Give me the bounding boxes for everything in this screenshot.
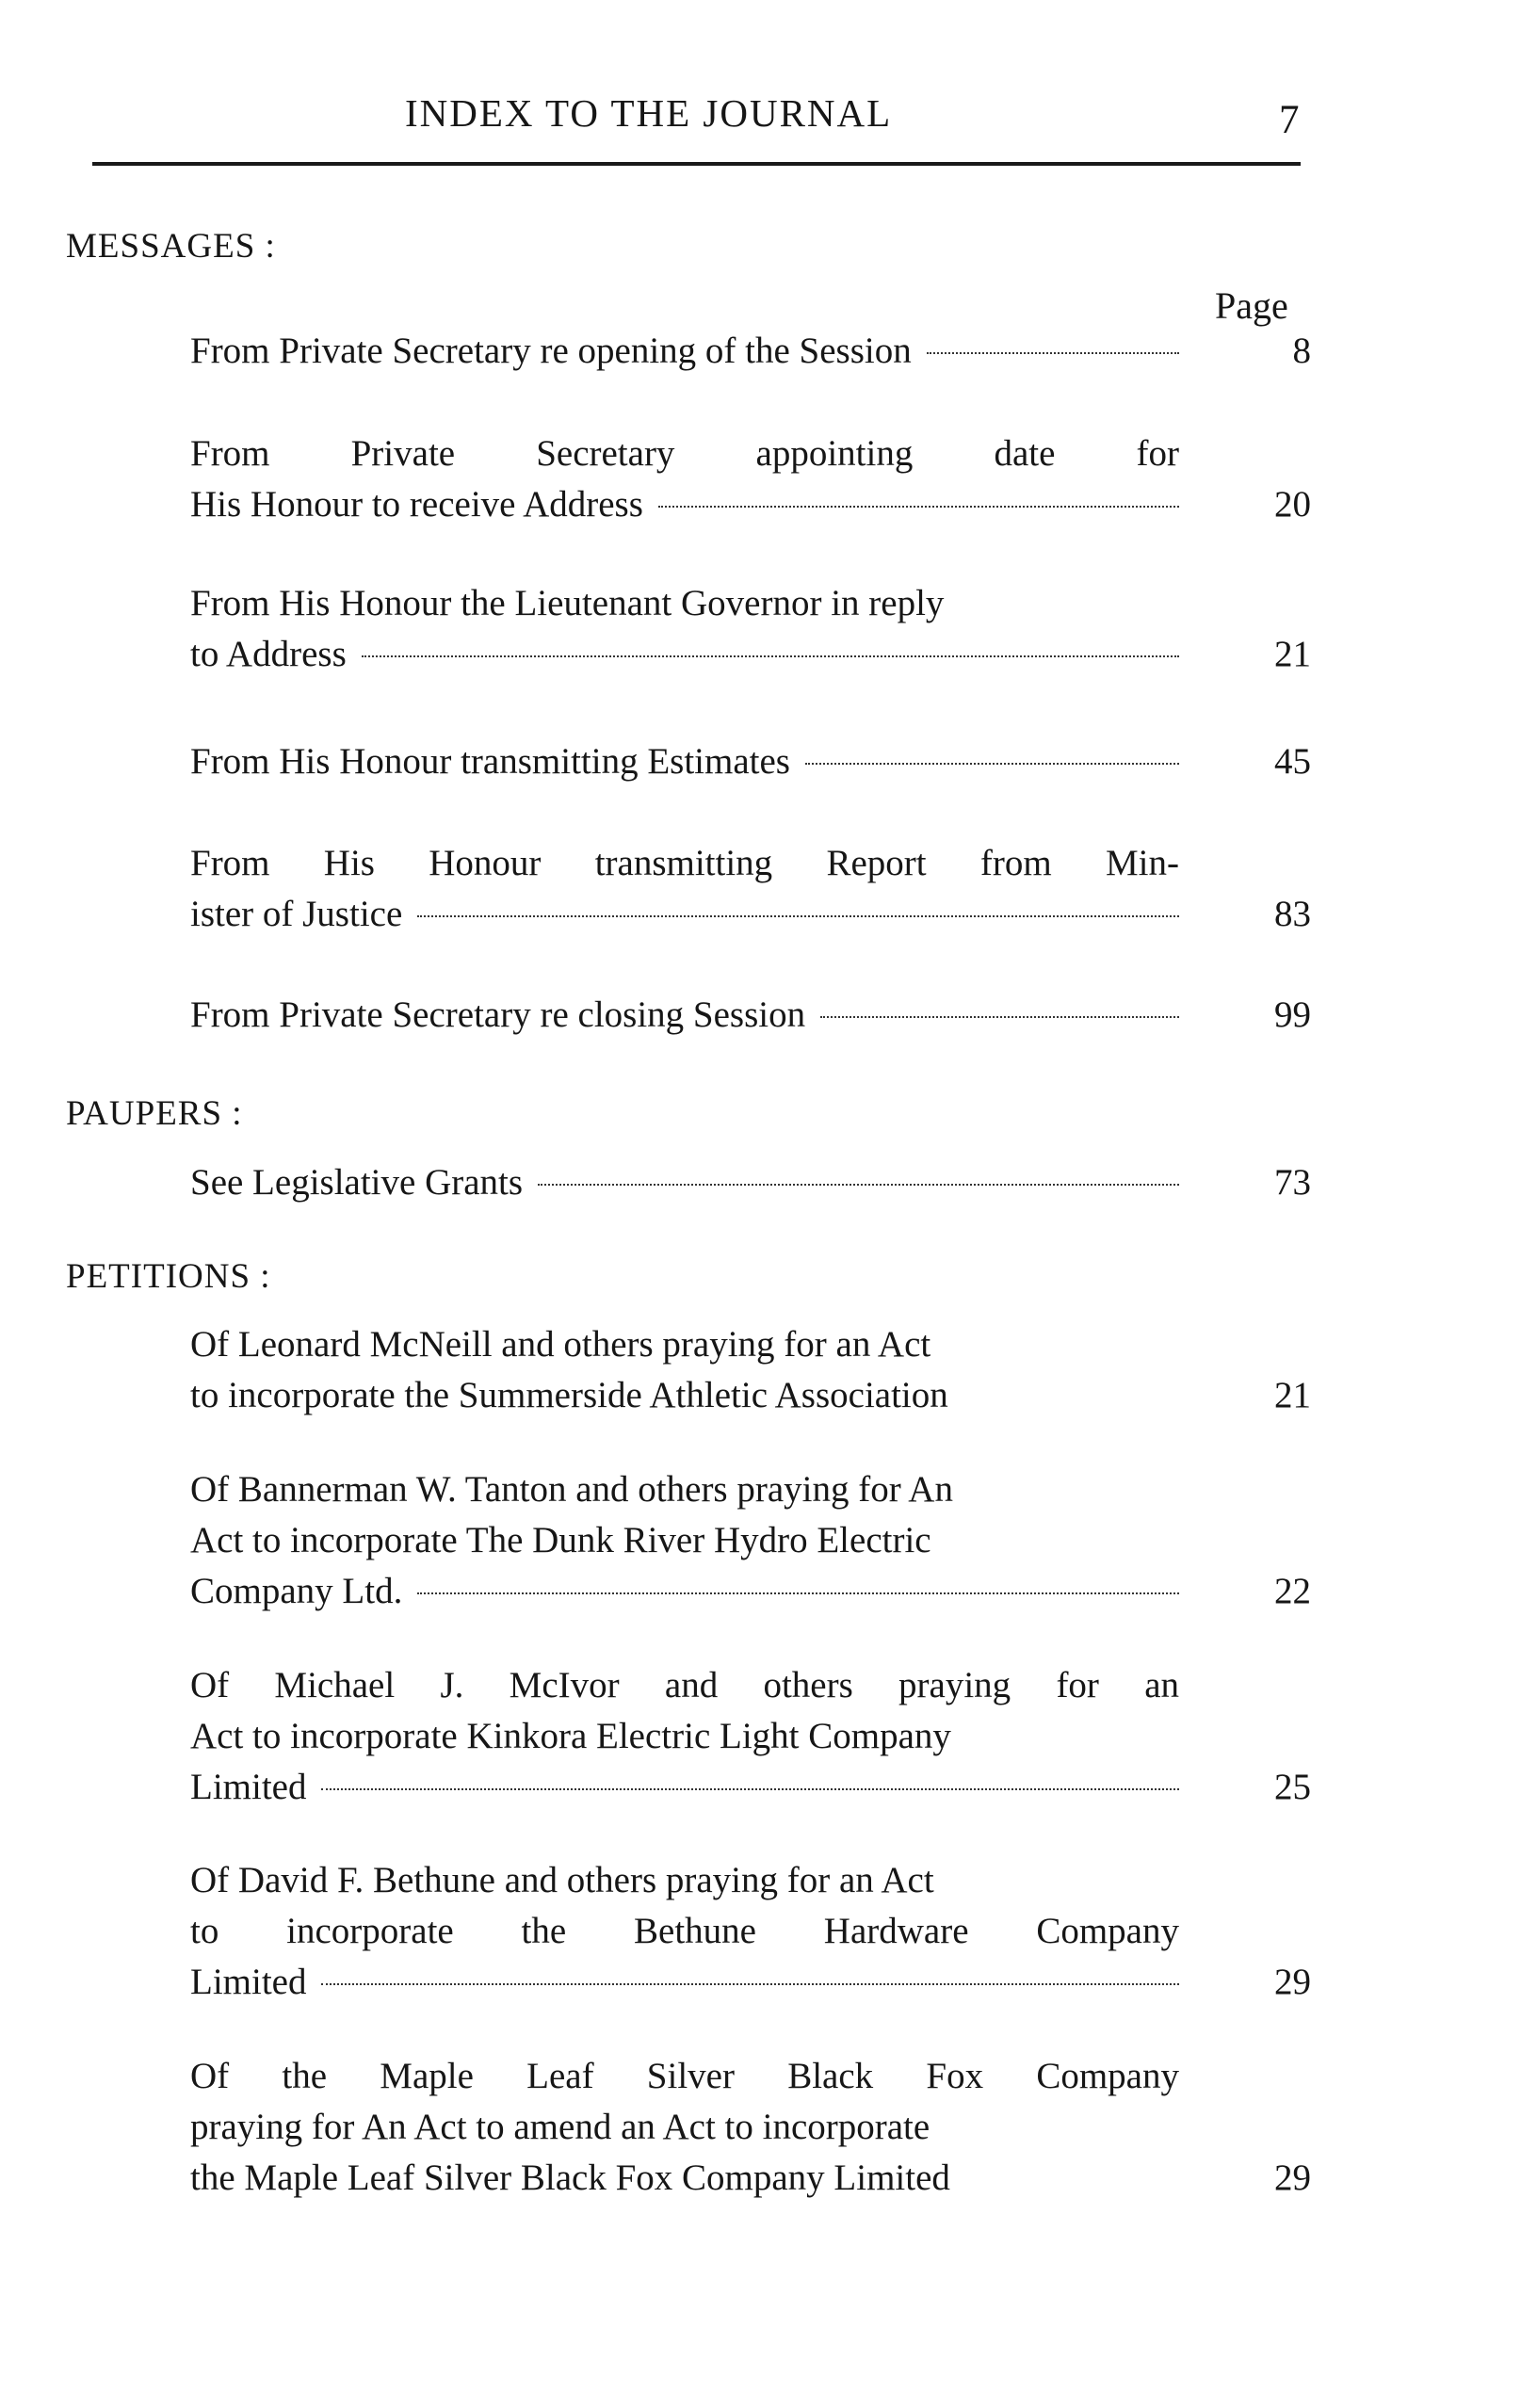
page-column-label: Page <box>1215 284 1288 327</box>
entry-line: From His Honour transmitting Estimates <box>190 741 790 782</box>
entry-page-number: 99 <box>1274 994 1311 1035</box>
dot-leader <box>820 1016 1179 1018</box>
entry-line: From His Honour the Lieutenant Governor in reply <box>190 583 945 623</box>
entry-line: to incorporate the Bethune Hardware Company <box>190 1911 1179 1951</box>
entry-line: From Private Secretary re closing Session <box>190 994 806 1035</box>
index-entry <box>190 1157 1311 1208</box>
entry-page-number: 73 <box>1274 1162 1311 1203</box>
dot-leader <box>362 655 1179 657</box>
index-entry <box>190 2051 1311 2204</box>
entry-line: See Legislative Grants <box>190 1162 524 1203</box>
index-entry <box>190 428 1311 530</box>
entry-line: Of the Maple Leaf Silver Black Fox Company <box>190 2056 1179 2096</box>
entry-line: to Address <box>190 634 347 674</box>
page-header-title: INDEX TO THE JOURNAL <box>405 91 893 135</box>
entry-line: Limited <box>190 1962 307 2002</box>
dot-leader <box>417 915 1179 917</box>
entry-line: His Honour to receive Address <box>190 484 643 525</box>
entry-line: to incorporate the Summerside Athletic Association <box>190 1375 948 1415</box>
dot-leader <box>538 1184 1179 1186</box>
dot-leader <box>805 763 1179 765</box>
entry-line: Limited <box>190 1767 307 1807</box>
entry-line: the Maple Leaf Silver Black Fox Company Limited <box>190 2158 950 2198</box>
entry-page-number: 83 <box>1274 894 1311 934</box>
entry-page-number: 29 <box>1274 1962 1311 2002</box>
dot-leader <box>417 1592 1179 1594</box>
section-heading-petitions: PETITIONS : <box>66 1257 271 1296</box>
entry-line: Company Ltd. <box>190 1571 403 1611</box>
index-entry <box>190 736 1311 787</box>
entry-page-number: 25 <box>1274 1767 1311 1807</box>
entry-page-number: 22 <box>1274 1571 1311 1611</box>
entry-line: From Private Secretary re opening of the Session <box>190 331 912 371</box>
entry-page-number: 45 <box>1274 741 1311 782</box>
entry-page-number: 21 <box>1274 1375 1311 1415</box>
index-entry <box>190 326 1311 377</box>
entry-line: From His Honour transmitting Report from Min- <box>190 843 1179 883</box>
entry-page-number: 8 <box>1292 331 1311 371</box>
page-number: 7 <box>1279 98 1300 142</box>
header-divider <box>92 162 1301 166</box>
section-heading-messages: MESSAGES : <box>66 227 276 266</box>
dot-leader <box>321 1983 1179 1985</box>
index-entry <box>190 838 1311 940</box>
entry-line: Of Bannerman W. Tanton and others praying for An <box>190 1469 953 1510</box>
index-entry <box>190 1464 1311 1617</box>
entry-page-number: 20 <box>1274 484 1311 525</box>
entry-line: praying for An Act to amend an Act to incorporate <box>190 2107 930 2147</box>
dot-leader <box>658 506 1179 508</box>
entry-page-number: 29 <box>1274 2158 1311 2198</box>
entry-line: Of Michael J. McIvor and others praying for an <box>190 1665 1179 1705</box>
section-heading-paupers: PAUPERS : <box>66 1094 243 1133</box>
entry-line: ister of Justice <box>190 894 403 934</box>
index-entry <box>190 1855 1311 2008</box>
entry-page-number: 21 <box>1274 634 1311 674</box>
index-entry <box>190 578 1311 680</box>
dot-leader <box>321 1788 1179 1790</box>
entry-line: Of David F. Bethune and others praying for an Act <box>190 1860 934 1900</box>
entry-line: Act to incorporate Kinkora Electric Light Company <box>190 1716 951 1756</box>
dot-leader <box>927 352 1179 354</box>
entry-line: Act to incorporate The Dunk River Hydro Electric <box>190 1520 931 1560</box>
index-entry <box>190 1660 1311 1813</box>
index-entry <box>190 1319 1311 1421</box>
index-entry <box>190 990 1311 1041</box>
entry-line: From Private Secretary appointing date for <box>190 433 1179 474</box>
entry-line: Of Leonard McNeill and others praying for an Act <box>190 1324 931 1365</box>
